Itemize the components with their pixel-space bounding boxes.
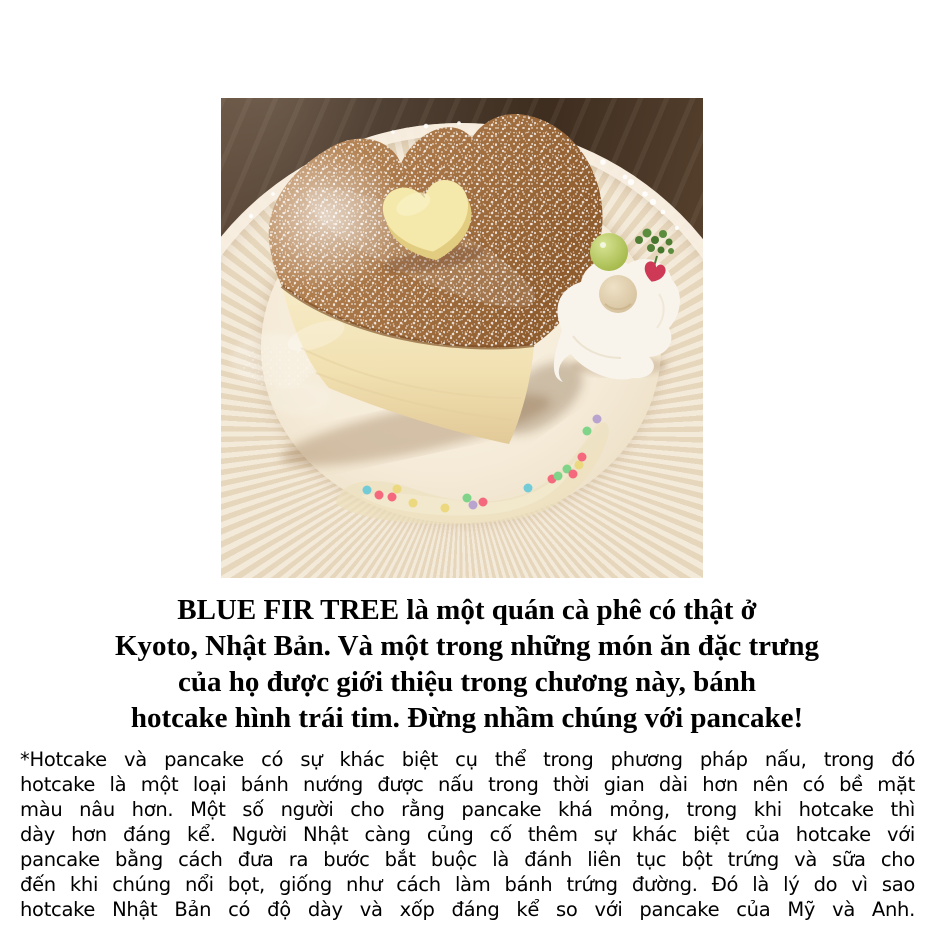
sprinkle bbox=[363, 486, 372, 495]
sprinkle bbox=[479, 498, 488, 507]
sprinkle bbox=[441, 504, 450, 513]
footnote-line: dày hơn đáng kể. Người Nhật càng củng cố thêm sự khác biệt của hotcake với bbox=[20, 823, 915, 846]
sprinkle bbox=[469, 501, 478, 510]
sprinkle bbox=[593, 415, 602, 424]
sprinkle bbox=[578, 453, 587, 462]
footnote-line: pancake bằng cách đưa ra bước bắt buộc là đánh liên tục bột trứng và sữa cho bbox=[20, 848, 915, 871]
hotcake-photo bbox=[221, 98, 703, 578]
footnote bbox=[20, 747, 915, 922]
grape-garnish bbox=[590, 233, 628, 271]
sprinkle bbox=[583, 427, 592, 436]
footnote-line: *Hotcake và pancake có sự khác biệt cụ thể trong phương pháp nấu, trong đó bbox=[20, 748, 915, 771]
hotcake-illustration bbox=[221, 98, 703, 578]
footnote-line: hotcake Nhật Bản có độ dày và xốp đáng kể so với pancake của Mỹ và Anh. bbox=[20, 898, 915, 921]
caption-line: hotcake hình trái tim. Đừng nhầm chúng với pancake! bbox=[130, 702, 804, 734]
sprinkle bbox=[575, 461, 584, 470]
sprinkle bbox=[388, 493, 397, 502]
sprinkle bbox=[375, 491, 384, 500]
caption-line: của họ được giới thiệu trong chương này, bánh bbox=[178, 666, 756, 698]
sprinkle bbox=[524, 484, 533, 493]
sprinkle bbox=[393, 485, 402, 494]
footnote-line: đến khi chúng nổi bọt, giống như cách làm bánh trứng đường. Đó là lý do vì sao bbox=[20, 873, 915, 896]
biscuit-ball-garnish bbox=[599, 275, 637, 313]
footnote-line: hotcake là một loại bánh nướng được nấu trong thời gian dài hơn nên có bề mặt bbox=[20, 773, 915, 796]
caption-line: BLUE FIR TREE là một quán cà phê có thật ở bbox=[177, 594, 757, 626]
footnote-line: màu nâu hơn. Một số người cho rằng pancake khá mỏng, trong khi hotcake thì bbox=[20, 798, 915, 821]
sprinkle bbox=[463, 494, 472, 503]
sprinkle bbox=[409, 499, 418, 508]
caption bbox=[0, 592, 934, 736]
caption-line: Kyoto, Nhật Bản. Và một trong những món ăn đặc trưng bbox=[114, 630, 820, 662]
sprinkle bbox=[554, 472, 563, 481]
sprinkle bbox=[569, 470, 578, 479]
